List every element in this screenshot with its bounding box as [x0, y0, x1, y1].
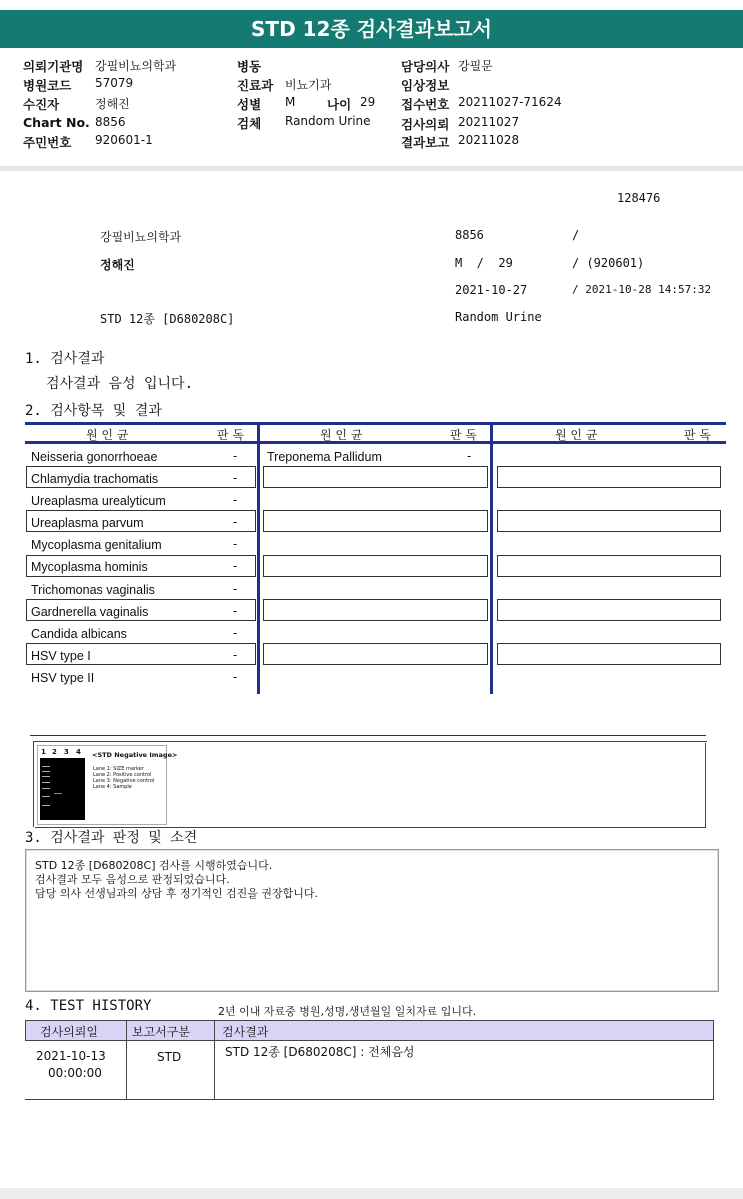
- sex-value: M: [285, 95, 296, 109]
- gel-legend-4: Lane 4: Sample: [93, 784, 132, 790]
- pathogen-result: -: [233, 670, 238, 684]
- patient-value: 정해진: [95, 97, 130, 111]
- history-row-type: STD: [157, 1050, 182, 1064]
- history-header-type: 보고서구분: [132, 1025, 190, 1039]
- pathogen-name: Mycoplasma hominis: [31, 560, 148, 574]
- report-number: 128476: [617, 191, 661, 205]
- age-value: 29: [360, 95, 376, 109]
- history-note: 2년 이내 자료중 병원,성명,생년월일 일치자료 입니다.: [218, 1005, 477, 1018]
- header-divider: [0, 166, 743, 171]
- gel-title: <STD Negative Image>: [92, 751, 178, 759]
- pathogen-result: -: [233, 582, 238, 596]
- history-header-result: 검사결과: [222, 1025, 269, 1039]
- history-row-date: 2021-10-13: [36, 1049, 106, 1063]
- chart-no-value: 8856: [95, 115, 126, 129]
- col2-pathogen-header: 원 인 균: [320, 428, 363, 442]
- request-date-label: 검사의뢰: [401, 117, 450, 132]
- pathogen-name: Ureaplasma urealyticum: [31, 494, 166, 508]
- pathogen-name: Gardnerella vaginalis: [31, 605, 149, 619]
- gel-lane-1: 1: [41, 748, 51, 756]
- pathogen-name: Chlamydia trachomatis: [31, 472, 159, 486]
- hospital-name-value: 강필비뇨의학과: [95, 59, 177, 73]
- gel-lanes: [40, 758, 85, 820]
- doctor-value: 강필문: [458, 59, 493, 73]
- col2-judge-header: 판 독: [450, 428, 477, 442]
- pathogen-result: -: [233, 648, 238, 662]
- pathogen-name: Neisseria gonorrhoeae: [31, 450, 158, 464]
- info-sex-age: M / 29: [455, 256, 513, 270]
- section1-text: 검사결과 음성 입니다.: [46, 376, 194, 392]
- gel-legend-2: Lane 2: Positive control: [93, 772, 152, 778]
- info-patient: 정해진: [100, 258, 135, 272]
- history-row-result: STD 12종 [D680208C] : 전체음성: [225, 1045, 415, 1059]
- section2-title: 2. 검사항목 및 결과: [25, 403, 162, 419]
- info-slash: /: [572, 228, 580, 242]
- pathogen-result: -: [233, 604, 238, 618]
- request-date-value: 20211027: [458, 115, 520, 129]
- pathogen-result: -: [233, 471, 238, 485]
- pathogen-result: -: [233, 493, 238, 507]
- col1-pathogen-header: 원 인 균: [86, 428, 129, 442]
- sex-label: 성별: [237, 97, 262, 112]
- hospital-name-label: 의뢰기관명: [23, 59, 84, 74]
- specimen-value: Random Urine: [285, 114, 371, 128]
- resident-no-value: 920601-1: [95, 133, 153, 147]
- info-chart: 8856: [455, 228, 484, 242]
- pathogen-result: -: [233, 537, 238, 551]
- ward-label: 병동: [237, 59, 262, 74]
- page-footer-bar: [0, 1188, 743, 1199]
- history-header-date: 검사의뢰일: [40, 1025, 98, 1039]
- pathogen-name: Candida albicans: [31, 627, 127, 641]
- info-specimen: Random Urine: [455, 310, 542, 324]
- opinion-line: STD 12종 [D680208C] 검사를 시행하였습니다.: [35, 859, 273, 872]
- report-title: STD 12종 검사결과보고서: [0, 10, 743, 48]
- patient-label: 수진자: [23, 97, 60, 112]
- history-row-time: 00:00:00: [48, 1066, 102, 1080]
- report-date-label: 결과보고: [401, 135, 450, 150]
- pathogen-name: Mycoplasma genitalium: [31, 538, 162, 552]
- doctor-label: 담당의사: [401, 59, 450, 74]
- section1-title: 1. 검사결과: [25, 351, 105, 367]
- gel-lane-4: 4: [76, 748, 81, 756]
- info-test-name: STD 12종 [D680208C]: [100, 312, 235, 326]
- pathogen-result: -: [233, 626, 238, 640]
- gel-lane-3: 3: [64, 748, 69, 756]
- opinion-line: 담당 의사 선생님과의 상담 후 정기적인 검진을 권장합니다.: [35, 887, 318, 900]
- age-label: 나이: [327, 97, 352, 112]
- col1-judge-header: 판 독: [217, 428, 244, 442]
- pathogen-name: HSV type II: [31, 671, 95, 685]
- history-table-header: [25, 1020, 714, 1041]
- history-table-bottom: [25, 1099, 714, 1100]
- section4-title: 4. TEST HISTORY: [25, 998, 152, 1014]
- info-birth: / (920601): [572, 256, 645, 270]
- pathogen-result: -: [233, 449, 238, 463]
- gel-divider: [30, 735, 706, 736]
- department-value: 비뇨기과: [285, 78, 332, 92]
- receipt-no-value: 20211027-71624: [458, 95, 562, 109]
- pathogen-name: Treponema Pallidum: [267, 450, 382, 464]
- hospital-code-label: 병원코드: [23, 78, 72, 93]
- col3-pathogen-header: 원 인 균: [555, 428, 598, 442]
- report-date-value: 20211028: [458, 133, 520, 147]
- info-report-datetime: / 2021-10-28 14:57:32: [572, 283, 712, 296]
- receipt-no-label: 접수번호: [401, 97, 450, 112]
- specimen-label: 검체: [237, 116, 262, 131]
- hospital-code-value: 57079: [95, 76, 134, 90]
- pathogen-result: -: [233, 559, 238, 573]
- gel-legend-1: Lane 1: SIZE marker: [93, 766, 144, 772]
- gel-legend-3: Lane 3: Negative control: [93, 778, 155, 784]
- pathogen-name: HSV type I: [31, 649, 91, 663]
- resident-no-label: 주민번호: [23, 135, 72, 150]
- department-label: 진료과: [237, 78, 274, 93]
- col3-judge-header: 판 독: [684, 428, 711, 442]
- opinion-line: 검사결과 모두 음성으로 판정되었습니다.: [35, 873, 230, 886]
- pathogen-name: Ureaplasma parvum: [31, 516, 144, 530]
- pathogen-name: Trichomonas vaginalis: [31, 583, 155, 597]
- gel-lane-2: 2: [52, 748, 57, 756]
- pathogen-result: -: [233, 515, 238, 529]
- clinical-info-label: 임상정보: [401, 78, 450, 93]
- pathogen-result: -: [467, 449, 472, 463]
- section3-title: 3. 검사결과 판정 및 소견: [25, 830, 198, 846]
- chart-no-label: Chart No.: [23, 115, 90, 130]
- info-hospital: 강필비뇨의학과: [100, 230, 182, 244]
- info-request-date: 2021-10-27: [455, 283, 528, 297]
